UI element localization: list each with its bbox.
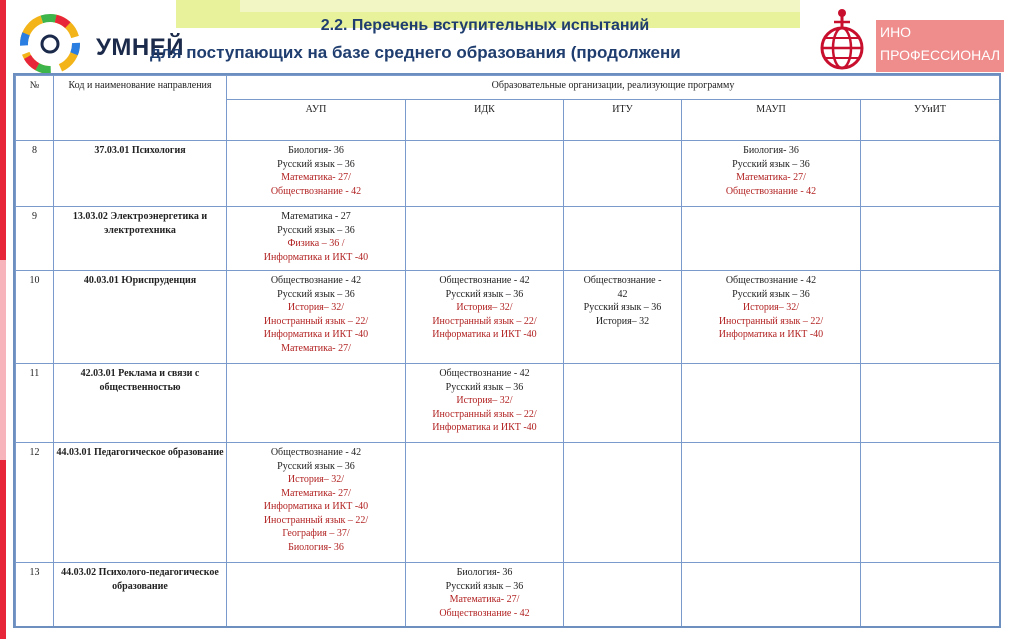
exam-line: Биология- 36 [456, 567, 513, 578]
page-subtitle: для поступающих на базе среднего образования (продолжени [150, 43, 681, 62]
exam-line: Математика- 27/ [281, 487, 351, 499]
exam-line: Математика- 27/ [736, 172, 806, 183]
exam-line: 42 [617, 288, 628, 300]
exam-line: Русский язык – 36 [277, 224, 355, 236]
col-header-org: МАУП [682, 100, 861, 141]
exam-line: Русский язык – 36 [583, 302, 662, 313]
exam-line: Иностранный язык – 22/ [718, 315, 824, 327]
exam-cell [682, 207, 861, 271]
direction-name: 44.03.02 Психолого-педагогическое образование [54, 563, 227, 629]
exam-line: История– 32/ [742, 302, 800, 313]
exam-table [15, 75, 1000, 628]
exam-cell [227, 207, 406, 271]
direction-name: 42.03.01 Реклама и связи с общественностью [54, 364, 227, 443]
exam-line: Математика- 27/ [281, 342, 351, 354]
exam-cell [861, 207, 1000, 271]
exam-cell [227, 271, 406, 364]
exam-line: Информатика и ИКТ -40 [263, 251, 369, 263]
ino-logo-box [876, 20, 1004, 72]
exam-line: Информатика и ИКТ -40 [432, 329, 537, 340]
exam-line: История– 32/ [287, 302, 345, 313]
exam-line: Физика – 36 / [287, 238, 345, 249]
col-header-org: УУиИТ [861, 100, 1000, 141]
exam-line: Информатика и ИКТ -40 [263, 501, 369, 512]
exam-line: Биология- 36 [288, 145, 344, 156]
row-number: 8 [16, 141, 54, 207]
exam-line: Русский язык – 36 [277, 288, 355, 300]
ino-globe-icon [806, 4, 878, 76]
exam-cell [861, 271, 1000, 364]
exam-line: История– 32/ [456, 302, 513, 313]
exam-line: Биология- 36 [288, 541, 344, 553]
exam-cell [682, 443, 861, 563]
exam-line: Иностранный язык – 22/ [432, 315, 537, 327]
exam-cell [406, 443, 564, 563]
exam-line: История– 32 [595, 315, 650, 327]
exam-cell [406, 207, 564, 271]
exam-cell [564, 563, 682, 629]
exam-line: Обществознание - 42 [725, 275, 817, 286]
row-number: 11 [16, 364, 54, 443]
ino-logo-line2: ПРОФЕССИОНАЛ [880, 47, 1001, 63]
ino-logo-line1: ИНО [880, 24, 912, 40]
exam-line: Иностранный язык – 22/ [263, 315, 369, 327]
col-header-org: ИТУ [564, 100, 682, 141]
exam-line: Русский язык – 36 [445, 288, 524, 300]
exam-table-container [13, 73, 1001, 628]
table-row [16, 207, 1000, 271]
col-header-orgs: Образовательные организации, реализующие программу [227, 76, 1000, 100]
exam-cell [682, 563, 861, 629]
exam-cell [227, 443, 406, 563]
exam-cell [682, 271, 861, 364]
exam-line: Русский язык – 36 [277, 460, 355, 472]
ino-professional-logo [806, 4, 1006, 76]
exam-line: Математика- 27/ [281, 172, 351, 183]
exam-cell [227, 141, 406, 207]
exam-cell [682, 364, 861, 443]
row-number: 10 [16, 271, 54, 364]
direction-name: 44.03.01 Педагогическое образование [54, 443, 227, 563]
exam-line: Иностранный язык – 22/ [432, 408, 537, 420]
exam-line: Русский язык – 36 [445, 381, 524, 393]
exam-line: Русский язык – 36 [732, 158, 810, 170]
table-row [16, 141, 1000, 207]
exam-cell [564, 364, 682, 443]
exam-cell [564, 207, 682, 271]
row-number: 9 [16, 207, 54, 271]
exam-cell [564, 443, 682, 563]
exam-line: Иностранный язык – 22/ [263, 514, 369, 526]
exam-line: Русский язык – 36 [277, 158, 355, 170]
exam-line: Русский язык – 36 [445, 580, 524, 592]
umney-logo-icon [18, 12, 82, 76]
exam-line: История– 32/ [287, 474, 345, 485]
exam-cell [227, 563, 406, 629]
table-row [16, 443, 1000, 563]
exam-cell [406, 563, 564, 629]
col-header-org: АУП [227, 100, 406, 141]
exam-line: Информатика и ИКТ -40 [718, 329, 824, 340]
direction-name: 37.03.01 Психология [54, 141, 227, 207]
exam-cell [406, 141, 564, 207]
row-number: 13 [16, 563, 54, 629]
exam-cell [861, 563, 1000, 629]
direction-name: 40.03.01 Юриспруденция [54, 271, 227, 364]
exam-line: Обществознание - 42 [270, 185, 362, 197]
col-header-org: ИДК [406, 100, 564, 141]
exam-line: Русский язык – 36 [732, 288, 810, 300]
slide-header [0, 0, 1024, 76]
exam-cell [861, 141, 1000, 207]
exam-line: Обществознание - 42 [439, 275, 530, 286]
direction-name: 13.03.02 Электроэнергетика и электротехника [54, 207, 227, 271]
exam-cell [564, 141, 682, 207]
exam-line: Обществознание - 42 [270, 275, 362, 286]
umney-logo-text: УМНЕЙ [96, 34, 185, 61]
exam-line: География – 37/ [282, 528, 350, 539]
table-row [16, 364, 1000, 443]
title-highlight-band-light [240, 0, 800, 12]
exam-cell [861, 364, 1000, 443]
exam-line: Биология- 36 [743, 145, 799, 156]
exam-cell [682, 141, 861, 207]
row-number: 12 [16, 443, 54, 563]
exam-cell [406, 364, 564, 443]
exam-line: История– 32/ [456, 395, 513, 406]
exam-line: Обществознание - 42 [725, 185, 817, 197]
exam-line: Информатика и ИКТ -40 [432, 422, 537, 433]
exam-cell [227, 364, 406, 443]
page-title: 2.2. Перечень вступительных испытаний [320, 17, 650, 34]
exam-cell [564, 271, 682, 364]
exam-line: Обществознание - 42 [270, 447, 362, 458]
left-accent-bar-light [0, 260, 6, 460]
exam-line: Обществознание - 42 [439, 368, 530, 379]
exam-line: Математика- 27/ [449, 594, 520, 605]
exam-line: Информатика и ИКТ -40 [263, 329, 369, 340]
exam-cell [406, 271, 564, 364]
exam-cell [861, 443, 1000, 563]
exam-line: Математика - 27 [281, 211, 351, 222]
col-header-num: № [16, 76, 54, 141]
col-header-direction: Код и наименование направления [54, 76, 227, 141]
exam-line: Обществознание - [583, 275, 662, 286]
table-row [16, 271, 1000, 364]
exam-line: Обществознание - 42 [439, 607, 530, 619]
table-row [16, 563, 1000, 629]
